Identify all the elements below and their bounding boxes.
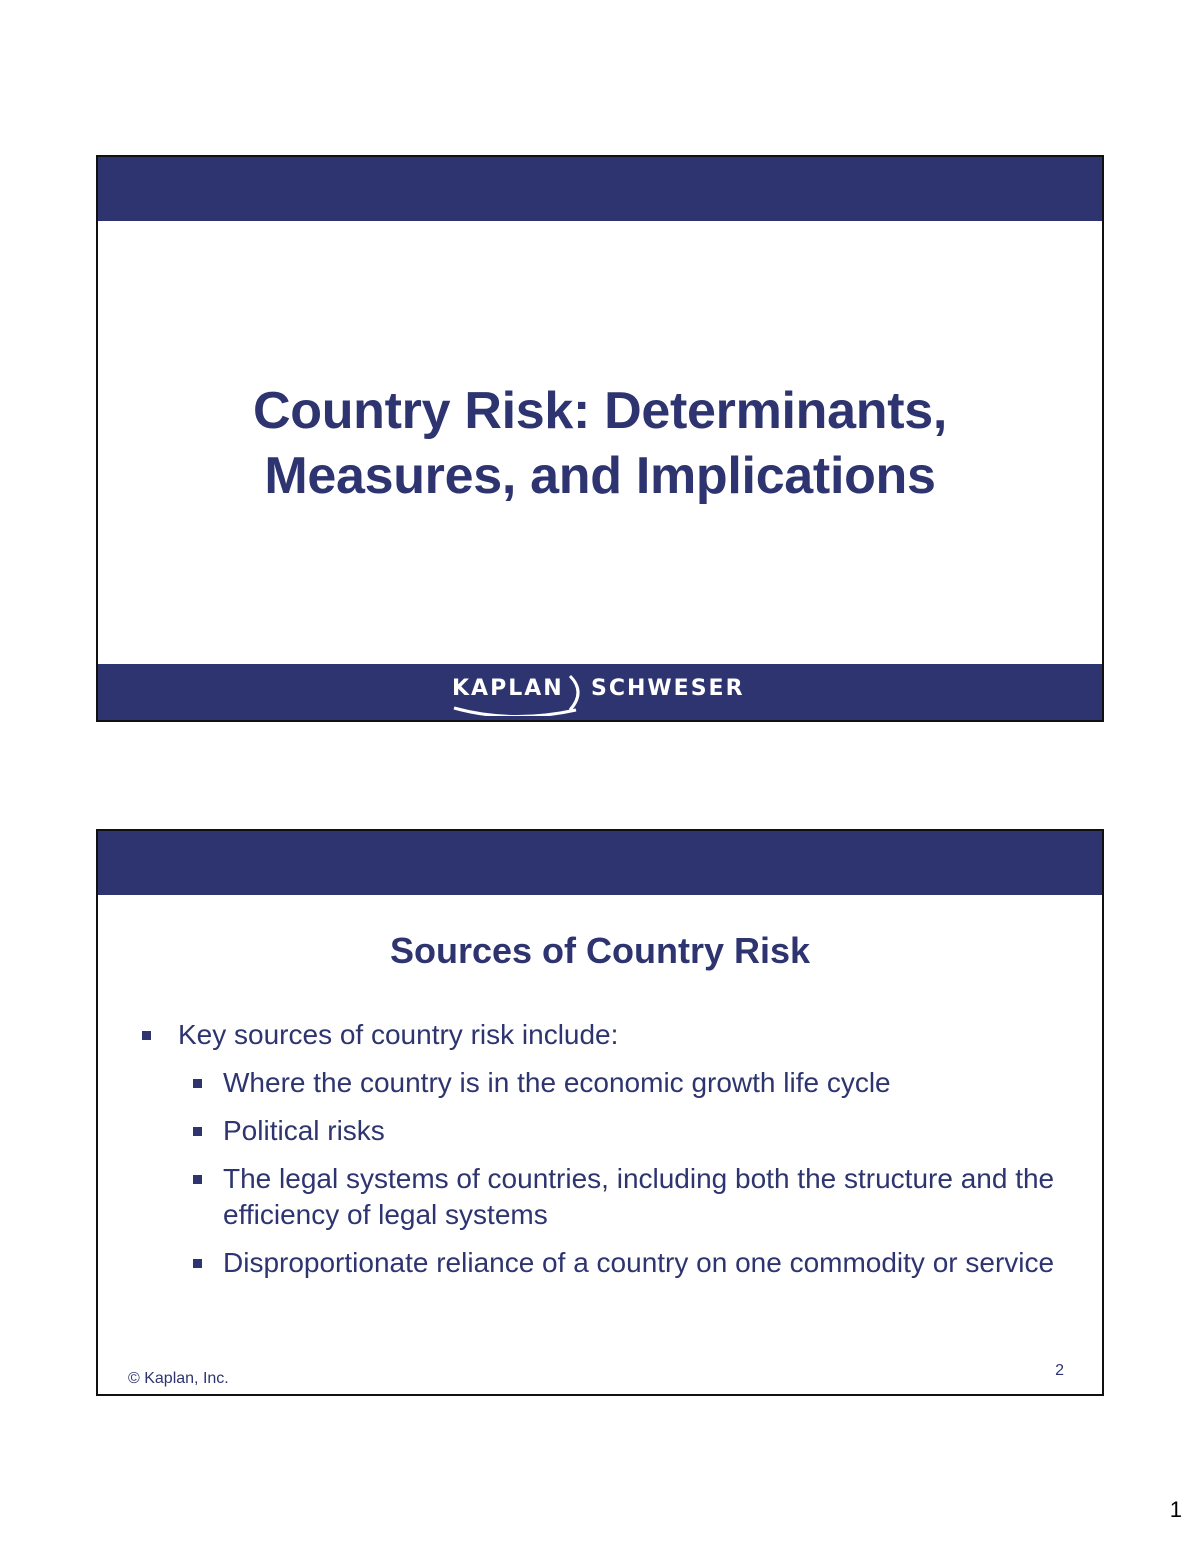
slide-title-line-1: Country Risk: Determinants, [252, 382, 948, 440]
page-number: 1 [1169, 1497, 1182, 1522]
square-bullet-icon [193, 1175, 202, 1184]
slide-number: 2 [1055, 1362, 1064, 1379]
bullet-list [138, 1017, 1068, 1293]
slide-title [98, 379, 1102, 509]
square-bullet-icon [193, 1079, 202, 1088]
slide-heading: Sources of Country Risk [389, 930, 811, 971]
slide-title-line-2: Measures, and Implications [264, 447, 936, 505]
logo-kaplan-text: KAPLAN [452, 676, 564, 701]
sub-bullet-item [138, 1161, 1068, 1233]
sub-bullet-text: The legal systems of countries, including both the structure and the efficiency of legal systems [223, 1163, 1055, 1230]
sub-bullet-item [138, 1113, 1068, 1149]
title-slide [96, 155, 1104, 722]
square-bullet-icon [193, 1259, 202, 1268]
square-bullet-icon [193, 1127, 202, 1136]
sub-bullet-item [138, 1065, 1068, 1101]
top-band [98, 831, 1102, 895]
sub-bullet-text: Where the country is in the economic growth life cycle [223, 1067, 891, 1098]
logo-schweser-text: SCHWESER [591, 676, 745, 701]
sub-bullet-item [138, 1245, 1068, 1281]
bullet-text: Key sources of country risk include: [178, 1019, 619, 1050]
bullet-item [138, 1017, 1068, 1053]
kaplan-schweser-logo [452, 672, 752, 716]
sub-bullet-text: Political risks [223, 1115, 385, 1146]
bottom-band [98, 664, 1102, 720]
copyright-notice: © Kaplan, Inc. [128, 1370, 229, 1387]
square-bullet-icon [142, 1031, 151, 1040]
content-slide [96, 829, 1104, 1396]
sub-bullet-text: Disproportionate reliance of a country on one commodity or service [223, 1247, 1055, 1278]
top-band [98, 157, 1102, 221]
